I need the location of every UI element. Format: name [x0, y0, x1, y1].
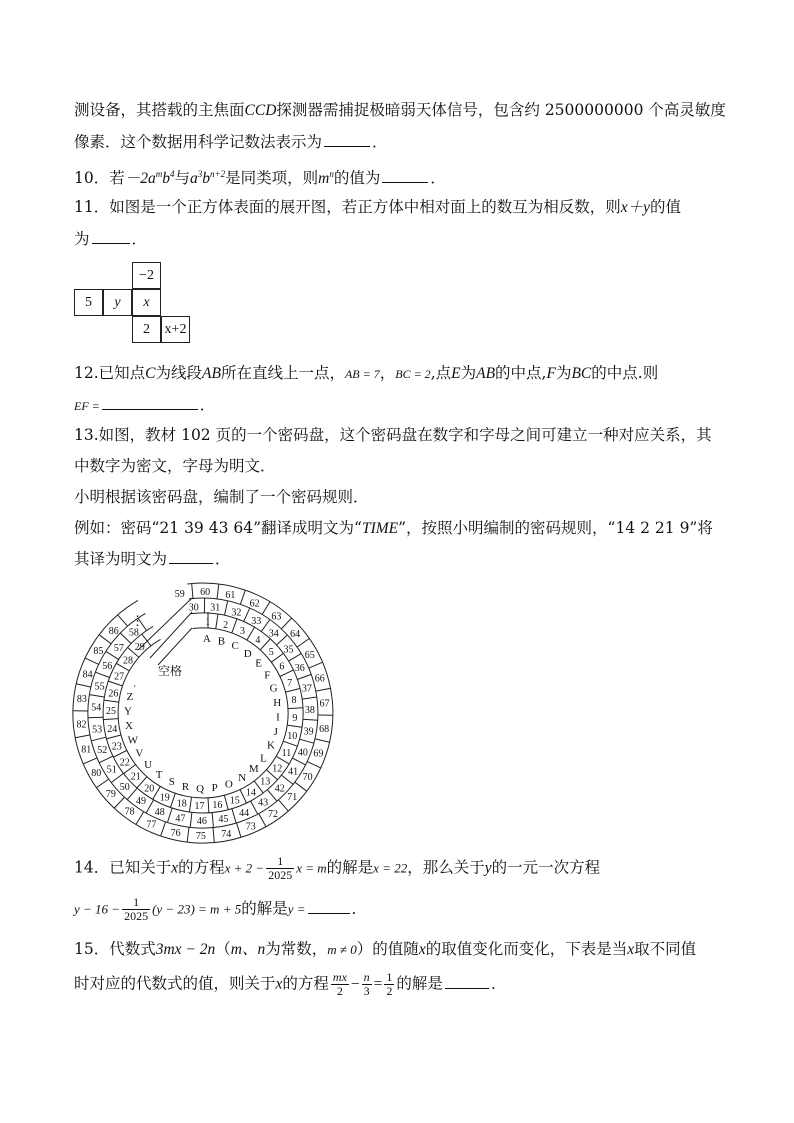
q10-text2: 的值为: [333, 169, 381, 188]
q15-minus: −: [350, 975, 360, 993]
cipher-num-78: 78: [124, 806, 135, 818]
tick-outer-79: [97, 779, 109, 788]
tick-inner-17: [189, 797, 191, 812]
q12-t8: 的中点.则: [591, 364, 659, 382]
cipher-letter-N: N: [238, 772, 247, 784]
q15-t7: 时对应的代数式的值，则关于: [74, 974, 276, 993]
cipher-num-2: 2: [223, 619, 229, 631]
q14-eq2a: y − 16 −: [74, 901, 121, 917]
q9-end: ．: [372, 133, 388, 151]
connector-inner: [158, 628, 192, 665]
tick-outer-65: [309, 662, 323, 668]
tick-outer-74: [213, 828, 214, 843]
q12-t2: 为线段: [155, 364, 203, 382]
cipher-num-23: 23: [111, 741, 122, 753]
cipher-num-74: 74: [221, 828, 232, 840]
q15-frac3-num: 1: [386, 970, 393, 984]
net-cell-center: x: [132, 289, 161, 316]
q14-line1: [74, 855, 600, 882]
cipher-letter-A: A: [202, 633, 211, 646]
net-cell-bottom: 2: [132, 316, 161, 343]
tick-inner-2: [232, 619, 237, 633]
tick-inner-18: [170, 793, 175, 807]
tick-mid-45: [212, 813, 213, 828]
q14-frac2-den: 2025: [124, 909, 149, 923]
tick-outer-60: [217, 584, 219, 599]
q15-frac2-den: 3: [363, 984, 370, 998]
cipher-num-21: 21: [130, 771, 141, 783]
tick-mid-44: [232, 809, 236, 823]
cipher-num-86: 86: [108, 625, 119, 637]
q12-t4: ,点: [430, 364, 452, 382]
tick-mid-36: [297, 674, 311, 679]
cipher-num-33: 33: [251, 616, 262, 628]
cipher-num-75: 75: [195, 831, 206, 842]
tick-outer-62: [262, 602, 270, 615]
cipher-num-61: 61: [225, 590, 236, 602]
q12-t5: 为: [460, 364, 477, 382]
cipher-num-18: 18: [176, 798, 187, 810]
q15-cond: m ≠ 0: [327, 942, 357, 957]
cipher-num-16: 16: [212, 799, 223, 811]
tick-inner-25: [104, 700, 119, 702]
tick-mid-43: [251, 801, 258, 814]
tick-outer-80: [83, 758, 97, 764]
cipher-num-26: 26: [108, 688, 119, 700]
cipher-num-77: 77: [146, 819, 157, 831]
q15-frac1: [331, 971, 349, 998]
q11-text-c: 为: [74, 230, 90, 248]
q9-text-b: 探测器需捕捉极暗弱天体信号，包含约 2500000000 个高灵敏度: [276, 101, 726, 119]
q12-comma: ，: [379, 364, 396, 382]
q15-frac2-num: n: [363, 970, 370, 984]
cipher-num-58: 58: [128, 627, 139, 639]
q14-t4: ，那么关于: [407, 858, 485, 877]
q12-bc: BC: [571, 365, 592, 382]
cipher-num-42: 42: [274, 783, 285, 795]
net-cell-left1: 5: [74, 289, 103, 316]
q10-label: 10．若: [74, 169, 125, 188]
tick-mid-52: [91, 737, 106, 741]
ellipsis-mark: ⋮: [131, 613, 144, 628]
q15-x2: x: [627, 941, 635, 958]
cipher-num-24: 24: [107, 724, 118, 735]
cipher-num-37: 37: [301, 683, 312, 695]
q10-expr: m: [318, 170, 330, 188]
q15-line2: [74, 971, 506, 998]
q13-line2: 中数字为密文，字母为明文．: [74, 457, 276, 475]
tick-inner-3: [247, 627, 255, 640]
cipher-num-49: 49: [136, 796, 146, 808]
q14-sol: x = 22: [373, 860, 408, 876]
q15-t4: ）的值随: [356, 940, 419, 958]
cipher-num-11: 11: [281, 747, 292, 759]
q12-ef: EF =: [74, 399, 100, 413]
q12-f: F: [546, 365, 556, 382]
cipher-num-28: 28: [123, 655, 133, 667]
q11-expr: x＋y: [620, 199, 650, 216]
cipher-num-10: 10: [287, 730, 298, 742]
q14-t3: 的解是: [326, 858, 374, 877]
cipher-letter-W: W: [127, 734, 138, 747]
cipher-letter-Z: Z: [126, 691, 134, 704]
cipher-num-55: 55: [94, 681, 105, 693]
tick-outer-76: [161, 822, 166, 836]
q15-x3: x: [275, 975, 283, 993]
cipher-num-15: 15: [229, 795, 240, 807]
q12-ab: AB: [202, 365, 221, 382]
q12-t7: 为: [555, 364, 572, 382]
cipher-num-41: 41: [288, 766, 299, 778]
q12-t3: 所在直线上一点，: [220, 364, 345, 382]
cipher-letter-Y: Y: [124, 705, 132, 718]
cipher-num-36: 36: [294, 663, 305, 675]
cipher-letter-S: S: [168, 776, 175, 789]
q11-text-b: 的值: [650, 198, 682, 216]
q15-t3: 为常数，: [265, 940, 328, 958]
q14-t6: 的解是: [241, 899, 288, 918]
tick-outer-77: [136, 812, 144, 825]
q14-frac2: [122, 896, 150, 923]
cipher-letter-B: B: [217, 635, 226, 648]
tick-outer-66: [316, 688, 331, 691]
tick-inner-8: [288, 708, 303, 709]
cipher-letter-E: E: [255, 657, 262, 670]
cipher-num-64: 64: [290, 629, 301, 640]
tick-mid-38: [303, 719, 318, 720]
cipher-num-7: 7: [287, 677, 293, 689]
q14-eq1b: x = m: [296, 860, 327, 876]
cipher-num-34: 34: [268, 628, 279, 640]
tick-outer-81: [75, 735, 90, 738]
cipher-num-81: 81: [81, 744, 92, 756]
cipher-letter-P: P: [211, 782, 218, 795]
q10-expr-exp: n: [329, 169, 334, 179]
cipher-num-52: 52: [97, 745, 108, 757]
cipher-num-35: 35: [283, 644, 294, 656]
tick-inner-10: [283, 741, 297, 746]
q12-bc-eq: BC = 2: [395, 367, 431, 381]
cipher-num-3: 3: [240, 625, 245, 637]
cipher-num-56: 56: [102, 661, 113, 673]
q12-e: E: [451, 365, 461, 382]
cipher-letter-D: D: [243, 647, 252, 660]
cipher-num-13: 13: [260, 776, 271, 788]
q10-term1-b: b: [162, 170, 170, 188]
cipher-num-5: 5: [268, 647, 274, 659]
net-cell-top: −2: [132, 262, 161, 289]
cipher-letter-O: O: [224, 778, 233, 791]
tick-outer-70: [295, 782, 307, 791]
cipher-letter-M: M: [248, 763, 259, 776]
cipher-num-19: 19: [159, 792, 170, 804]
tick-inner-23: [106, 735, 121, 739]
q10-term1-exp1: m: [155, 169, 163, 179]
cipher-num-38: 38: [304, 704, 315, 716]
tick-mid-31: [225, 601, 228, 616]
tick-mid-53: [88, 717, 103, 718]
cipher-num-46: 46: [196, 816, 207, 827]
cipher-num-73: 73: [245, 821, 256, 833]
cipher-letter-F: F: [264, 669, 271, 682]
cipher-letter-H: H: [273, 696, 282, 709]
q12-t6: 的中点,: [495, 364, 547, 382]
tick-mid-54: [90, 695, 105, 697]
cipher-num-44: 44: [239, 807, 250, 819]
tick-outer-72: [259, 814, 266, 827]
q13-t2: ”，按照小明编制的密码规则，“14 2 21 9”将: [398, 519, 713, 537]
q14-frac1-num: 1: [266, 855, 294, 869]
q13-line1: 13.如图，教材 102 页的一个密码盘，这个密码盘在数字和字母之间可建立一种对应关系，其: [74, 426, 712, 444]
q15-t9: 的解是: [396, 974, 443, 993]
cipher-num-84: 84: [82, 669, 93, 681]
tick-mid-55: [96, 672, 110, 677]
cipher-num-59: 59: [174, 589, 185, 601]
cipher-num-80: 80: [91, 768, 102, 780]
cipher-num-72: 72: [268, 808, 278, 820]
cipher-num-54: 54: [91, 702, 102, 714]
q10-term2-exp2: n+2: [210, 169, 226, 179]
tick-outer-83: [76, 684, 91, 687]
q12-ab2: AB: [476, 365, 496, 382]
cipher-letter-Q: Q: [196, 782, 205, 795]
q14-frac2-num: 1: [122, 896, 150, 910]
q15-t2: （: [215, 940, 231, 958]
cipher-letter-T: T: [155, 768, 163, 781]
cipher-num-29: 29: [134, 642, 145, 654]
q15-t6: 取不同值: [634, 940, 697, 958]
q14-answer-blank[interactable]: [308, 898, 350, 914]
q14-t5: 的一元一次方程: [491, 858, 601, 877]
q14-end: ．: [351, 899, 368, 918]
cipher-num-65: 65: [304, 649, 315, 661]
q10-term1-exp2: 4: [170, 169, 175, 179]
cipher-num-31: 31: [210, 602, 221, 614]
q13-t1: 例如：密码“21 39 43 64”翻译成明文为“: [74, 519, 362, 537]
tick-inner-15: [224, 795, 228, 810]
cipher-letter-J: J: [273, 725, 278, 738]
cipher-num-51: 51: [106, 764, 117, 776]
q14-frac1: [266, 855, 294, 882]
cipher-num-79: 79: [105, 789, 116, 800]
cipher-letter-C: C: [231, 640, 239, 653]
tick-mid-37: [302, 697, 317, 699]
cipher-num-30: 30: [188, 602, 199, 614]
cipher-num-4: 4: [255, 635, 261, 647]
cipher-wheel-group: [73, 583, 333, 843]
q9-text-c: 像素．这个数据用科学记数法表示为: [74, 133, 323, 151]
cipher-num-82: 82: [76, 719, 87, 731]
q15-frac2: [362, 971, 372, 998]
q15-end: ．: [490, 974, 507, 993]
q14-t1: 14．已知关于: [74, 858, 172, 877]
q12-t1: 12.已知点: [74, 364, 146, 382]
tick-outer-86: [118, 615, 128, 626]
tick-outer-69: [307, 762, 321, 768]
cipher-num-85: 85: [93, 646, 104, 658]
tick-inner-1: [216, 614, 218, 629]
cipher-num-8: 8: [291, 695, 297, 707]
tick-mid-46: [190, 812, 192, 827]
tick-outer-84: [85, 658, 99, 664]
q15-frac3: [384, 971, 394, 998]
q12-c: C: [145, 365, 156, 382]
tick-mid-32: [244, 608, 250, 622]
tick-outer-75: [187, 827, 189, 842]
cipher-num-6: 6: [279, 661, 285, 673]
tick-outer-68: [315, 739, 330, 742]
ring-letters-inner: [118, 625, 288, 798]
q10-term2-b: b: [202, 170, 211, 188]
tick-inner-9: [287, 725, 302, 727]
q14-line2: [74, 896, 367, 923]
tick-inner-24: [103, 719, 118, 720]
tick-outer-61: [240, 590, 245, 604]
q15-answer-blank[interactable]: [445, 973, 489, 989]
cipher-letter-X: X: [125, 720, 133, 733]
q11-end: ．: [131, 230, 148, 248]
q10-term1: －2a: [124, 170, 156, 188]
q13-end: ．: [215, 550, 231, 568]
space-label: 空格: [158, 664, 183, 678]
cipher-num-43: 43: [258, 797, 269, 809]
cipher-num-12: 12: [272, 763, 283, 775]
cipher-num-22: 22: [119, 757, 130, 769]
cipher-letter-U: U: [144, 759, 153, 772]
q15-t5: 的取值变化而变化，下表是当: [425, 940, 628, 958]
cipher-num-9: 9: [292, 713, 298, 725]
cipher-num-70: 70: [302, 771, 313, 783]
q15-t1: 15．代数式: [74, 940, 156, 958]
q15-frac1-num: mx: [332, 970, 347, 984]
tick-outer-63: [281, 618, 291, 629]
cipher-letter-V: V: [135, 747, 144, 760]
q15-frac3-den: 2: [386, 984, 393, 998]
cipher-num-68: 68: [319, 723, 330, 735]
q10-term2-exp1: 3: [197, 169, 203, 179]
cipher-num-20: 20: [144, 783, 155, 795]
cipher-num-50: 50: [119, 782, 130, 793]
q14-t2: 的方程: [178, 858, 225, 877]
q11-text-a: 11．如图是一个正方体表面的展开图，若正方体中相对面上的数互为相反数，则: [74, 198, 621, 216]
q15-frac1-den: 2: [336, 984, 343, 998]
q15-mn: m、n: [230, 941, 266, 958]
q15-line1: [74, 938, 696, 961]
tick-mid-48: [146, 800, 153, 813]
cipher-num-53: 53: [92, 724, 103, 736]
cipher-letter-.: .: [133, 677, 136, 690]
q15-x1: x: [418, 941, 426, 958]
cipher-num-48: 48: [154, 806, 165, 818]
cipher-letter-R: R: [181, 781, 190, 793]
cipher-num-39: 39: [303, 726, 314, 738]
tick-mid-47: [168, 808, 173, 822]
tick-mid-40: [292, 758, 305, 765]
cipher-num-62: 62: [249, 598, 260, 610]
q13-line3: 小明根据该密码盘，编制了一个密码规则．: [74, 488, 369, 506]
cipher-num-40: 40: [297, 747, 308, 759]
q10-and: 与: [174, 169, 191, 188]
tick-mid-51: [99, 756, 113, 763]
cipher-letter-K: K: [267, 739, 275, 752]
tick-inner-7: [285, 689, 300, 693]
q12-ab-eq: AB = 7: [344, 367, 380, 381]
q10-text: 是同类项，则: [225, 169, 319, 188]
q15-expr: 3mx − 2n: [155, 941, 216, 958]
q14-yeq: y =: [287, 901, 306, 917]
cipher-letter-G: G: [269, 682, 278, 695]
q9-ccd: CCD: [244, 102, 277, 119]
cipher-num-1: 1: [205, 617, 211, 629]
cipher-num-67: 67: [319, 698, 330, 710]
cipher-num-45: 45: [218, 814, 229, 825]
cipher-num-32: 32: [231, 607, 242, 619]
cipher-num-69: 69: [313, 748, 324, 760]
cipher-num-27: 27: [114, 671, 125, 683]
cipher-num-66: 66: [314, 673, 325, 685]
cipher-num-63: 63: [271, 611, 282, 623]
cipher-num-83: 83: [76, 694, 87, 706]
cipher-letter-I: I: [276, 711, 280, 724]
cipher-num-71: 71: [287, 792, 298, 804]
cipher-num-47: 47: [175, 813, 186, 825]
q12-end: ．: [199, 396, 216, 414]
cipher-num-60: 60: [200, 587, 211, 598]
tick-mid-39: [300, 739, 315, 743]
cipher-num-14: 14: [245, 787, 256, 799]
cipher-num-57: 57: [113, 642, 124, 654]
q13-t3: 其译为明文为: [74, 550, 168, 568]
q15-eq: =: [373, 975, 383, 993]
cipher-num-76: 76: [170, 827, 181, 839]
tick-outer-59: [192, 584, 193, 599]
q9-text-a: 测设备，其搭载的主焦面: [74, 101, 245, 119]
q14-y: y: [484, 859, 492, 877]
net-cell-bottom-right: x+2: [161, 316, 190, 343]
cipher-num-17: 17: [194, 800, 205, 812]
q10-end: ．: [430, 169, 446, 188]
q14-x: x: [171, 859, 179, 877]
q10-term2: a: [190, 170, 198, 188]
net-cell-left2: y: [103, 289, 132, 316]
tick-outer-73: [237, 823, 241, 837]
cipher-num-25: 25: [106, 706, 116, 718]
tick-inner-16: [208, 798, 209, 813]
q14-eq2b: (y − 23) = m + 5: [152, 901, 242, 917]
q14-eq1a: x + 2 −: [224, 860, 265, 876]
q14-frac1-den: 2025: [268, 868, 293, 882]
q15-t8: 的方程: [282, 974, 329, 993]
cipher-letter-L: L: [260, 752, 267, 765]
q13-time: TIME: [361, 520, 399, 537]
